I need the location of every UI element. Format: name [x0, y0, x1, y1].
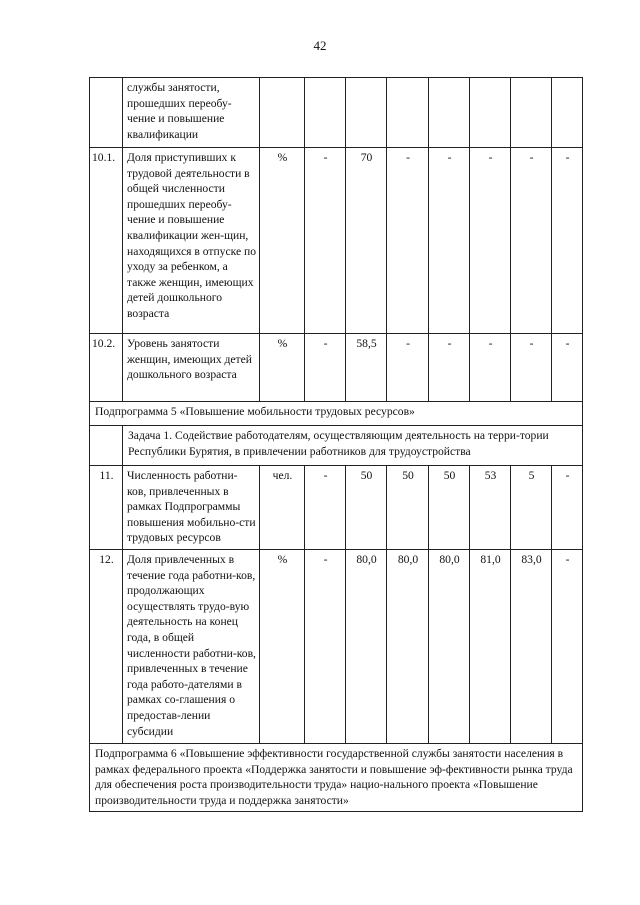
num-cell — [90, 78, 123, 148]
indicator-cell: Доля приступивших к трудовой деятельности в общей численности прошедших переобу-чение и повышение квалификации жен-щин, находящихся в отпуске по уходу за ребенком, а также женщин, имеющих детей дошкольного возраста — [123, 148, 260, 334]
subprogram-row — [90, 743, 583, 811]
task-row — [90, 426, 583, 466]
table-row — [90, 549, 583, 743]
value-cell: 80,0 — [429, 549, 470, 743]
num-cell: 12. — [90, 549, 123, 743]
value-cell: - — [429, 334, 470, 402]
value-cell: - — [305, 334, 346, 402]
value-cell: - — [552, 549, 583, 743]
table-row — [90, 148, 583, 334]
value-cell: - — [552, 148, 583, 334]
value-cell: 53 — [470, 466, 511, 550]
value-cell: 83,0 — [511, 549, 552, 743]
value-cell: - — [552, 334, 583, 402]
value-cell: - — [511, 334, 552, 402]
value-cell: - — [511, 148, 552, 334]
table-row — [90, 78, 583, 148]
subprogram-title: Подпрограмма 6 «Повышение эффективности государственной службы занятости населения в рамках федерального проекта «Поддержка занятости и повышение эф-фективности рынка труда для обеспечения роста производительности труда» нацио-нального проекта «Повышение производительности труда и поддержка занятости» — [90, 743, 583, 811]
value-cell: 81,0 — [470, 549, 511, 743]
indicators-table — [89, 77, 583, 812]
unit-cell: % — [260, 334, 305, 402]
value-cell: - — [429, 148, 470, 334]
num-cell: 10.1. — [90, 148, 123, 334]
page-number: 42 — [313, 38, 327, 53]
subprogram-row — [90, 402, 583, 426]
indicator-cell: Уровень занятости женщин, имеющих детей дошкольного возраста — [123, 334, 260, 402]
value-cell: 58,5 — [346, 334, 387, 402]
table-row — [90, 466, 583, 550]
num-cell: 11. — [90, 466, 123, 550]
value-cell: 70 — [346, 148, 387, 334]
value-cell: - — [387, 334, 429, 402]
table-row — [90, 334, 583, 402]
value-cell: 50 — [387, 466, 429, 550]
value-cell: 5 — [511, 466, 552, 550]
subprogram-title: Подпрограмма 5 «Повышение мобильности трудовых ресурсов» — [90, 402, 583, 426]
value-cell: - — [305, 466, 346, 550]
indicator-cell: службы занятости, прошедших переобу-чение и повышение квалификации — [123, 78, 260, 148]
value-cell: - — [470, 148, 511, 334]
indicator-cell: Доля привлеченных в течение года работни-ков, продолжающих осуществлять трудо-вую деятельность на конец года, в общей численности работни-ков, привлеченных в течение года работо-дателями в рамках со-глашения о предостав-лении субсидии — [123, 549, 260, 743]
value-cell: 80,0 — [346, 549, 387, 743]
value-cell: 80,0 — [387, 549, 429, 743]
value-cell: - — [387, 148, 429, 334]
task-title: Задача 1. Содействие работодателям, осуществляющим деятельность на терри-тории Республики Бурятия, в привлечении работников для трудоустройства — [123, 426, 583, 466]
value-cell: - — [552, 466, 583, 550]
value-cell: - — [305, 549, 346, 743]
num-cell: 10.2. — [90, 334, 123, 402]
value-cell: 50 — [429, 466, 470, 550]
value-cell: 50 — [346, 466, 387, 550]
unit-cell: чел. — [260, 466, 305, 550]
value-cell: - — [470, 334, 511, 402]
value-cell: - — [305, 148, 346, 334]
unit-cell: % — [260, 148, 305, 334]
unit-cell: % — [260, 549, 305, 743]
indicator-cell: Численность работни-ков, привлеченных в рамках Подпрограммы повышения мобильно-сти трудовых ресурсов — [123, 466, 260, 550]
